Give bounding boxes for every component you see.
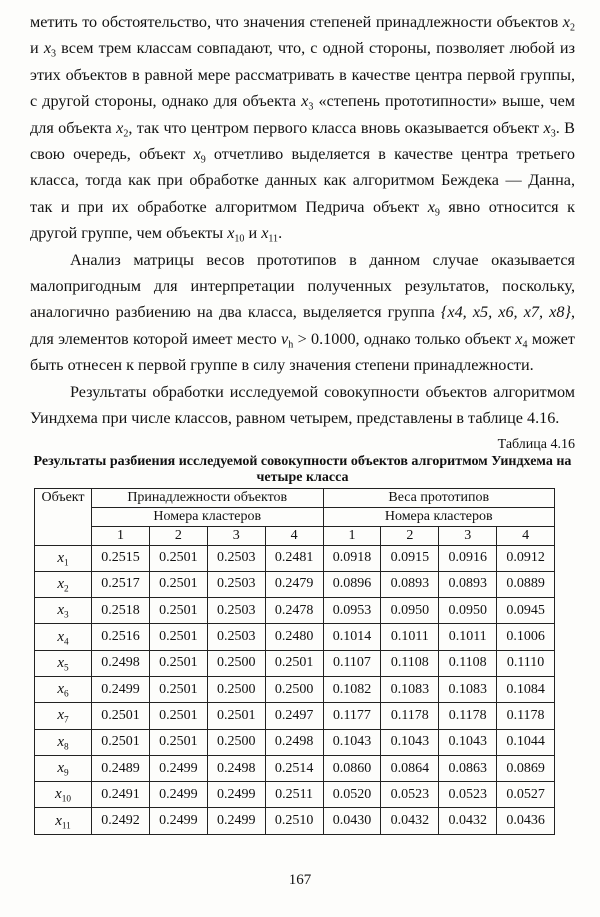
membership-cell: 0.2491 xyxy=(92,782,150,808)
membership-cell: 0.2503 xyxy=(207,571,265,597)
object-cell: $x_{10}$ xyxy=(35,782,92,808)
object-cell: $x_6$ xyxy=(35,676,92,702)
weight-cell: 0.0523 xyxy=(439,782,497,808)
weight-cell: 0.1108 xyxy=(381,650,439,676)
weight-cell: 0.1006 xyxy=(497,624,555,650)
weight-cell: 0.0860 xyxy=(323,755,381,781)
table-row xyxy=(35,624,555,650)
paragraph-3: Результаты обработки исследуемой совокупности объектов алгоритмом Уиндхема при числе классов, равном четырем, представлены в таблице 4.16. xyxy=(30,382,575,428)
object-cell: $x_{11}$ xyxy=(35,808,92,834)
weight-cell: 0.0893 xyxy=(381,571,439,597)
membership-cell: 0.2498 xyxy=(207,755,265,781)
object-cell: $x_2$ xyxy=(35,571,92,597)
table-row xyxy=(35,755,555,781)
membership-cell: 0.2500 xyxy=(207,729,265,755)
membership-cell: 0.2499 xyxy=(149,755,207,781)
membership-cell: 0.2499 xyxy=(207,808,265,834)
membership-cell: 0.2500 xyxy=(207,676,265,702)
membership-cell: 0.2501 xyxy=(92,729,150,755)
membership-cell: 0.2511 xyxy=(265,782,323,808)
weight-cell: 0.1110 xyxy=(497,650,555,676)
membership-cell: 0.2501 xyxy=(149,650,207,676)
membership-cell: 0.2503 xyxy=(207,598,265,624)
header-membership: Принадлежности объектов xyxy=(92,488,324,507)
membership-cell: 0.2501 xyxy=(149,624,207,650)
header-cluster-numbers: Номера кластеров xyxy=(92,507,324,526)
weight-cell: 0.0912 xyxy=(497,545,555,571)
cluster-id: 2 xyxy=(381,526,439,545)
weight-cell: 0.1107 xyxy=(323,650,381,676)
membership-cell: 0.2498 xyxy=(92,650,150,676)
table-body xyxy=(35,545,555,834)
weight-cell: 0.1011 xyxy=(381,624,439,650)
weight-cell: 0.0918 xyxy=(323,545,381,571)
membership-cell: 0.2499 xyxy=(149,808,207,834)
membership-cell: 0.2516 xyxy=(92,624,150,650)
header-cluster-numbers: Номера кластеров xyxy=(323,507,555,526)
formula-set: {x4, x5, x6, x7, x8} xyxy=(440,303,571,322)
weight-cell: 0.0864 xyxy=(381,755,439,781)
cluster-id: 3 xyxy=(439,526,497,545)
object-cell: $x_3$ xyxy=(35,598,92,624)
weight-cell: 0.0432 xyxy=(381,808,439,834)
weight-cell: 0.0945 xyxy=(497,598,555,624)
membership-cell: 0.2514 xyxy=(265,755,323,781)
weight-cell: 0.1043 xyxy=(323,729,381,755)
weight-cell: 0.1178 xyxy=(381,703,439,729)
object-cell: $x_4$ xyxy=(35,624,92,650)
table-row xyxy=(35,676,555,702)
table-row xyxy=(35,782,555,808)
weight-cell: 0.0430 xyxy=(323,808,381,834)
weight-cell: 0.1177 xyxy=(323,703,381,729)
membership-cell: 0.2499 xyxy=(92,676,150,702)
table-row xyxy=(35,729,555,755)
membership-cell: 0.2489 xyxy=(92,755,150,781)
membership-cell: 0.2497 xyxy=(265,703,323,729)
paragraph-1: метить то обстоятельство, что значения степеней принадлежности объектов $x_2$ и $x_3$ всем трем классам совпадают, что, с одной стороны, позволяет любой из этих объектов в равной мере рассматривать в качестве центра первой группы, с другой стороны, однако для объекта $x_3$ «степень прототипности» выше, чем для объекта $x_2$, так что центром первого класса вновь оказывается объект $x_3$. В свою очередь, объект $x_9$ отчетливо выделяется в качестве центра третьего класса, тогда как при обработке данных как алгоритмом Беждека — Данна, так и при их обработке алгоритмом Педрича объект $x_9$ явно относится к другой группе, чем объекты $x_{10}$ и $x_{11}$. xyxy=(30,13,575,245)
weight-cell: 0.0520 xyxy=(323,782,381,808)
results-table xyxy=(34,488,555,835)
membership-cell: 0.2481 xyxy=(265,545,323,571)
weight-cell: 0.1011 xyxy=(439,624,497,650)
header-object: Объект xyxy=(35,488,92,545)
weight-cell: 0.0896 xyxy=(323,571,381,597)
weight-cell: 0.1108 xyxy=(439,650,497,676)
membership-cell: 0.2501 xyxy=(149,729,207,755)
membership-cell: 0.2503 xyxy=(207,624,265,650)
weight-cell: 0.0950 xyxy=(381,598,439,624)
membership-cell: 0.2501 xyxy=(149,703,207,729)
weight-cell: 0.0893 xyxy=(439,571,497,597)
cluster-id: 4 xyxy=(265,526,323,545)
weight-cell: 0.1043 xyxy=(381,729,439,755)
weight-cell: 0.0950 xyxy=(439,598,497,624)
table-row xyxy=(35,545,555,571)
table-row xyxy=(35,598,555,624)
membership-cell: 0.2510 xyxy=(265,808,323,834)
table-row xyxy=(35,650,555,676)
weight-cell: 0.1083 xyxy=(381,676,439,702)
weight-cell: 0.1083 xyxy=(439,676,497,702)
weight-cell: 0.1084 xyxy=(497,676,555,702)
weight-cell: 0.1044 xyxy=(497,729,555,755)
weight-cell: 0.0915 xyxy=(381,545,439,571)
membership-cell: 0.2501 xyxy=(149,676,207,702)
weight-cell: 0.0889 xyxy=(497,571,555,597)
weight-cell: 0.1043 xyxy=(439,729,497,755)
cluster-id: 3 xyxy=(207,526,265,545)
cluster-id: 1 xyxy=(92,526,150,545)
weight-cell: 0.0863 xyxy=(439,755,497,781)
weight-cell: 0.0527 xyxy=(497,782,555,808)
membership-cell: 0.2480 xyxy=(265,624,323,650)
weight-cell: 0.1178 xyxy=(439,703,497,729)
membership-cell: 0.2500 xyxy=(207,650,265,676)
object-cell: $x_7$ xyxy=(35,703,92,729)
table-row xyxy=(35,571,555,597)
membership-cell: 0.2500 xyxy=(265,676,323,702)
weight-cell: 0.0436 xyxy=(497,808,555,834)
cluster-id: 1 xyxy=(323,526,381,545)
membership-cell: 0.2499 xyxy=(207,782,265,808)
membership-cell: 0.2501 xyxy=(265,650,323,676)
membership-cell: 0.2478 xyxy=(265,598,323,624)
table-row xyxy=(35,703,555,729)
page-content xyxy=(30,0,575,835)
table-title: Результаты разбиения исследуемой совокупности объектов алгоритмом Уиндхема на четыре класса xyxy=(33,453,572,485)
membership-cell: 0.2492 xyxy=(92,808,150,834)
object-cell: $x_8$ xyxy=(35,729,92,755)
weight-cell: 0.1014 xyxy=(323,624,381,650)
membership-cell: 0.2501 xyxy=(92,703,150,729)
weight-cell: 0.0869 xyxy=(497,755,555,781)
membership-cell: 0.2501 xyxy=(207,703,265,729)
object-cell: $x_5$ xyxy=(35,650,92,676)
weight-cell: 0.0523 xyxy=(381,782,439,808)
cluster-id: 4 xyxy=(497,526,555,545)
weight-cell: 0.1082 xyxy=(323,676,381,702)
table-number: Таблица 4.16 xyxy=(497,436,575,452)
weight-cell: 0.0953 xyxy=(323,598,381,624)
membership-cell: 0.2501 xyxy=(149,598,207,624)
paragraph-2: Анализ матрицы весов прототипов в данном случае оказывается малопригодным для интерпретации полученных результатов, поскольку, аналогично разбиению на два класса, выделяется группа {x4, x5, x6, x7, x8}, для элементов которой имеет место $v_h > 0.1000$, однако только объект $x_4$ может быть отнесен к первой группе в силу значения степени принадлежности. xyxy=(30,250,575,375)
weight-cell: 0.1178 xyxy=(497,703,555,729)
membership-cell: 0.2479 xyxy=(265,571,323,597)
membership-cell: 0.2501 xyxy=(149,571,207,597)
membership-cell: 0.2501 xyxy=(149,545,207,571)
cluster-id: 2 xyxy=(149,526,207,545)
page-number: 167 xyxy=(288,872,312,888)
membership-cell: 0.2503 xyxy=(207,545,265,571)
header-weights: Веса прототипов xyxy=(323,488,555,507)
membership-cell: 0.2515 xyxy=(92,545,150,571)
membership-cell: 0.2518 xyxy=(92,598,150,624)
membership-cell: 0.2498 xyxy=(265,729,323,755)
object-cell: $x_9$ xyxy=(35,755,92,781)
weight-cell: 0.0432 xyxy=(439,808,497,834)
membership-cell: 0.2517 xyxy=(92,571,150,597)
weight-cell: 0.0916 xyxy=(439,545,497,571)
object-cell: $x_1$ xyxy=(35,545,92,571)
table-row xyxy=(35,808,555,834)
membership-cell: 0.2499 xyxy=(149,782,207,808)
